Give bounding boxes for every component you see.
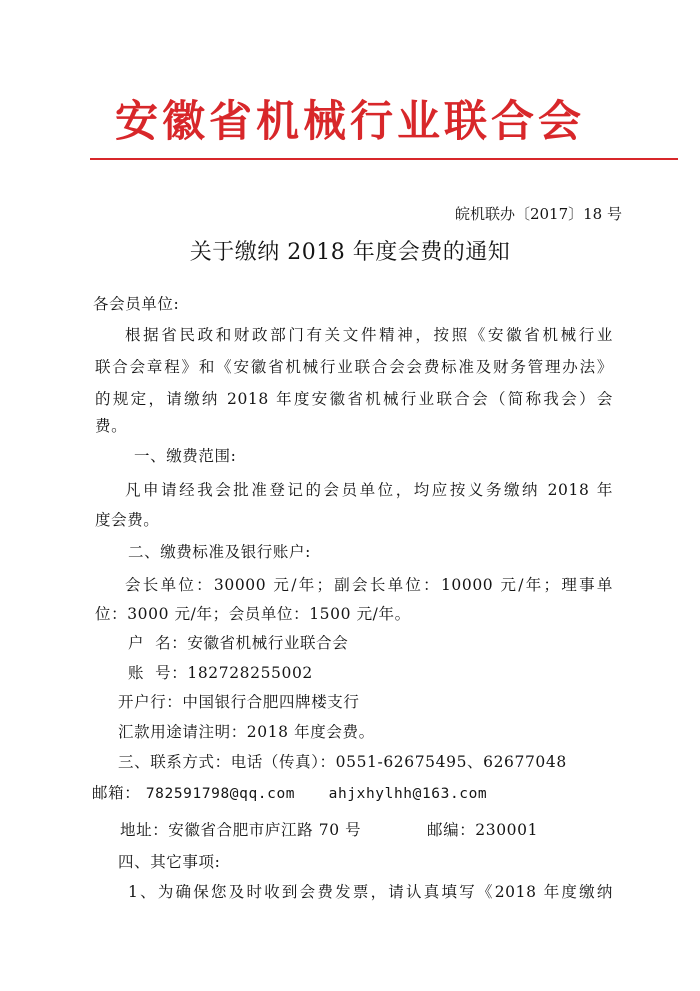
intro-line-3: 的规定，请缴纳 2018 年度安徽省机械行业联合会（简称我会）会 [95, 390, 613, 408]
letterhead-red-rule [90, 158, 678, 160]
notice-title: 关于缴纳 2018 年度会费的通知 [189, 240, 511, 265]
salutation: 各会员单位: [93, 295, 180, 313]
document-number: 皖机联办〔2017〕18 号 [454, 205, 622, 223]
email-label: 邮箱： [92, 784, 141, 802]
email-link-qq[interactable]: 782591798@qq.com [145, 786, 296, 802]
fee-standard-line-2: 位：3000 元/年；会员单位：1500 元/年。 [95, 605, 411, 623]
section-1-heading: 一、缴费范围: [134, 447, 237, 465]
intro-line-2: 联合会章程》和《安徽省机械行业联合会会费标准及财务管理办法》 [95, 358, 613, 376]
email-link-163[interactable]: ahjxhylhh@163.com [328, 786, 488, 802]
letterhead-org-name: 安徽省机械行业联合会 [115, 97, 585, 147]
section-1-line-2: 度会费。 [95, 511, 160, 529]
section-4-item-1: 1、为确保您及时收到会费发票，请认真填写《2018 年度缴纳 [128, 883, 613, 901]
contact-address: 地址：安徽省合肥市庐江路 70 号 [120, 821, 362, 839]
intro-line-4: 费。 [95, 417, 128, 435]
section-4-heading: 四、其它事项: [118, 853, 221, 871]
section-1-line-1: 凡申请经我会批准登记的会员单位，均应按义务缴纳 2018 年 [125, 481, 613, 499]
contact-postcode: 邮编：230001 [427, 821, 539, 839]
bank-branch: 开户行：中国银行合肥四牌楼支行 [118, 693, 360, 711]
fee-standard-line-1: 会长单位：30000 元/年；副会长单位：10000 元/年；理事单 [125, 576, 613, 594]
contact-phone: 三、联系方式：电话（传真）：0551-62675495、62677048 [118, 753, 567, 771]
bank-account-number: 账 号：182728255002 [128, 664, 313, 682]
contact-email-row [92, 781, 487, 803]
bank-account-name: 户 名：安徽省机械行业联合会 [128, 634, 349, 652]
intro-line-1: 根据省民政和财政部门有关文件精神，按照《安徽省机械行业 [125, 326, 613, 344]
section-2-heading: 二、缴费标准及银行账户: [128, 543, 311, 561]
remittance-remark: 汇款用途请注明：2018 年度会费。 [118, 723, 375, 741]
